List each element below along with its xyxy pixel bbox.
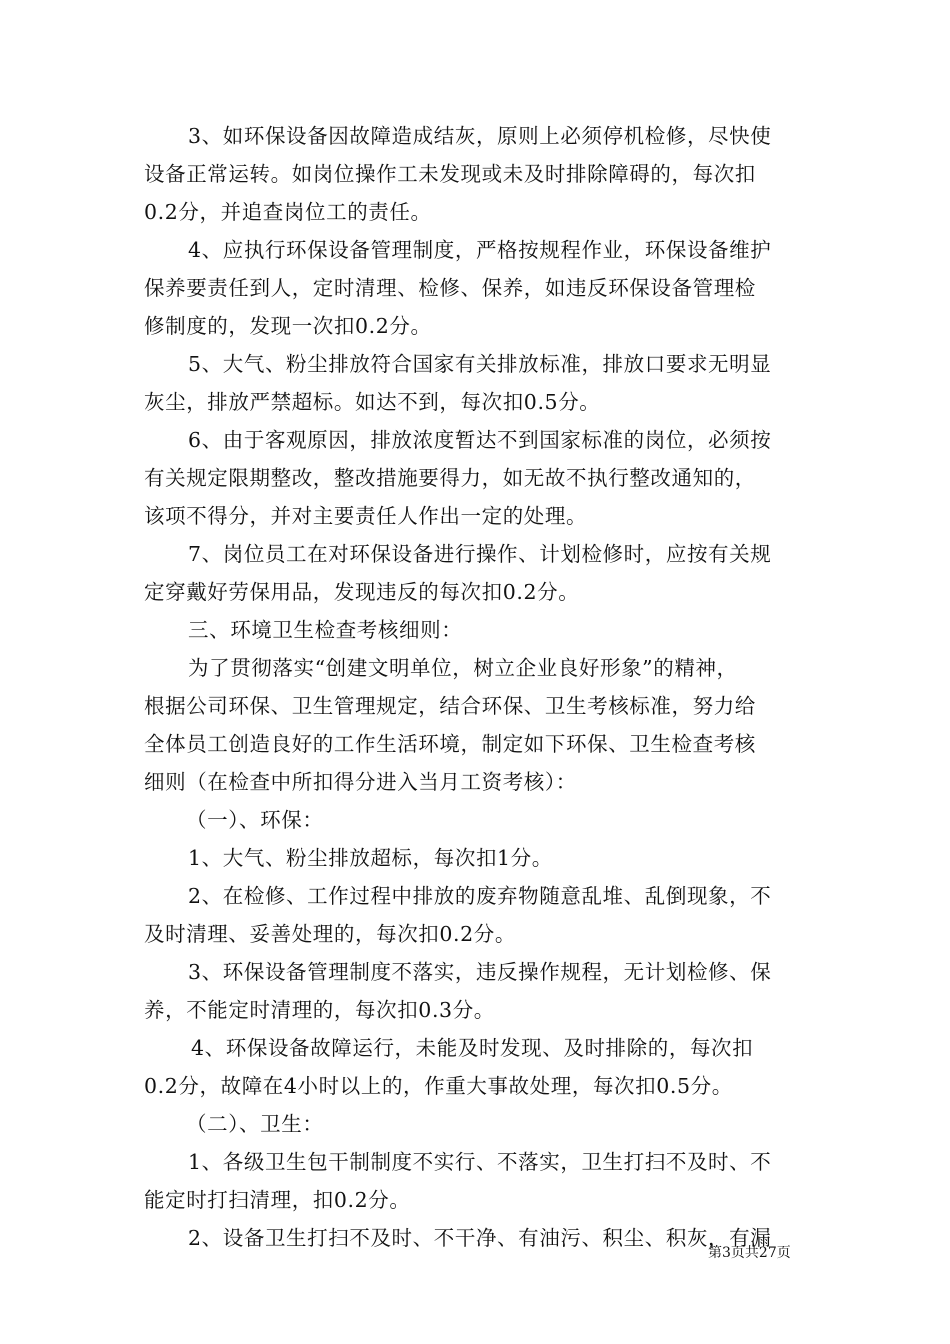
text-line: 为了贯彻落实“创建文明单位，树立企业良好形象”的精神， bbox=[188, 656, 738, 680]
text-line: 养，不能定时清理的，每次扣0.3分。 bbox=[144, 998, 495, 1022]
text-line: 3、环保设备管理制度不落实，违反操作规程，无计划检修、保 bbox=[188, 960, 772, 984]
text-line: 及时清理、妥善处理的，每次扣0.2分。 bbox=[144, 922, 517, 946]
text-line: 保养要责任到人，定时清理、检修、保养，如违反环保设备管理检 bbox=[144, 276, 756, 300]
subsection-heading: （一）、环保： bbox=[186, 808, 324, 832]
text-line: 4、环保设备故障运行，未能及时发现、及时排除的，每次扣 bbox=[191, 1036, 754, 1060]
text-line: 1、大气、粉尘排放超标，每次扣1分。 bbox=[188, 846, 553, 870]
text-line: 1、各级卫生包干制制度不实行、不落实，卫生打扫不及时、不 bbox=[188, 1150, 772, 1174]
text-line: 设备正常运转。如岗位操作工未发现或未及时排除障碍的，每次扣 bbox=[144, 162, 756, 186]
text-line: 2、在检修、工作过程中排放的废弃物随意乱堆、乱倒现象，不 bbox=[188, 884, 772, 908]
text-line: 能定时打扫清理，扣0.2分。 bbox=[144, 1188, 411, 1212]
text-line: 修制度的，发现一次扣0.2分。 bbox=[144, 314, 432, 338]
text-line: 灰尘，排放严禁超标。如达不到，每次扣0.5分。 bbox=[144, 390, 601, 414]
text-line: 4、应执行环保设备管理制度，严格按规程作业，环保设备维护 bbox=[188, 238, 772, 262]
text-line: 0.2分，故障在4小时以上的，作重大事故处理，每次扣0.5分。 bbox=[144, 1074, 733, 1098]
page-number: 第3页共27页 bbox=[708, 1245, 791, 1261]
text-line: 5、大气、粉尘排放符合国家有关排放标准，排放口要求无明显 bbox=[188, 352, 772, 376]
text-line: 该项不得分，并对主要责任人作出一定的处理。 bbox=[144, 504, 588, 528]
text-line: 根据公司环保、卫生管理规定，结合环保、卫生考核标准，努力给 bbox=[144, 694, 756, 718]
text-line: 0.2分，并追查岗位工的责任。 bbox=[144, 200, 432, 224]
text-line: 6、由于客观原因，排放浓度暂达不到国家标准的岗位，必须按 bbox=[188, 428, 772, 452]
text-line: 3、如环保设备因故障造成结灰，原则上必须停机检修，尽快使 bbox=[188, 124, 772, 148]
subsection-heading: （二）、卫生： bbox=[186, 1112, 324, 1136]
text-line: 7、岗位员工在对环保设备进行操作、计划检修时，应按有关规 bbox=[188, 542, 772, 566]
text-line: 细则（在检查中所扣得分进入当月工资考核）： bbox=[144, 770, 577, 794]
text-line: 2、设备卫生打扫不及时、不干净、有油污、积尘、积灰，有漏 bbox=[188, 1226, 772, 1250]
text-line: 定穿戴好劳保用品，发现违反的每次扣0.2分。 bbox=[144, 580, 580, 604]
text-line: 全体员工创造良好的工作生活环境，制定如下环保、卫生检查考核 bbox=[144, 732, 756, 756]
text-line: 有关规定限期整改，整改措施要得力，如无故不执行整改通知的， bbox=[144, 466, 756, 490]
section-heading: 三、环境卫生检查考核细则： bbox=[188, 618, 463, 642]
